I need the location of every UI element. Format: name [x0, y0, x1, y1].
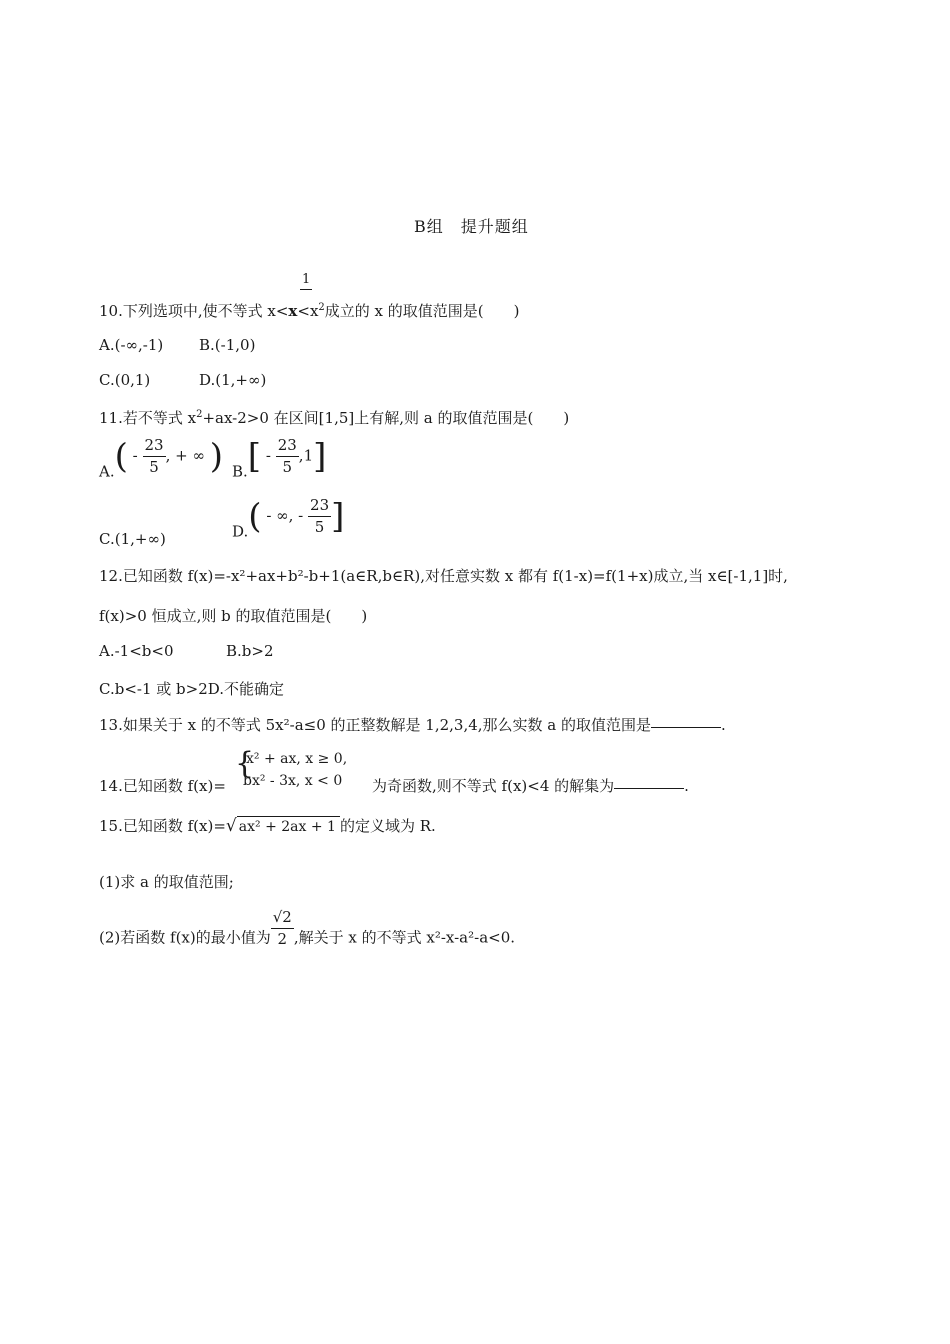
- q10-stem-x: x: [288, 302, 298, 320]
- q11-option-b-lbracket: [: [247, 436, 262, 477]
- q14-brace: {: [235, 746, 255, 781]
- q10-stem-sup: 2: [318, 302, 325, 313]
- q15-part2-b: ,解关于 x 的不等式 x²-x-a²-a<0.: [293, 928, 516, 947]
- q13-stem-text: 13.如果关于 x 的不等式 5x²-a≤0 的正整数解是 1,2,3,4,那么实数 a 的取值范围是: [99, 716, 652, 734]
- q10-stem-a: 10.下列选项中,使不等式 x<: [99, 302, 289, 320]
- q13-stem: [99, 714, 726, 735]
- q11-option-b-rbracket: ]: [313, 436, 327, 477]
- q10-exponent-num: 1: [300, 272, 312, 290]
- q11-option-b-minus: -: [265, 446, 271, 465]
- q10-option-a: A.(-∞,-1): [99, 336, 164, 354]
- q11-option-a-tail: , + ∞: [165, 446, 205, 465]
- q15-part2: [99, 910, 515, 948]
- q11-option-d: [232, 498, 344, 541]
- q11-stem: [99, 407, 569, 428]
- q15-part2-den: 2: [277, 930, 288, 948]
- q11-option-a-num: 23: [143, 438, 166, 457]
- q12-line2: f(x)>0 恒成立,则 b 的取值范围是( ): [99, 607, 368, 625]
- q15-part2-a: (2)若函数 f(x)的最小值为: [99, 928, 271, 947]
- q10-option-b: B.(-1,0): [199, 336, 256, 354]
- q13-stem-tail: .: [721, 716, 726, 734]
- q10-stem-b: <x: [297, 302, 319, 320]
- q10-option-d: D.(1,+∞): [199, 371, 267, 389]
- q12-option-a: A.-1<b<0: [99, 642, 174, 660]
- q11-option-a-lparen: (: [114, 436, 128, 477]
- q10-stem: [99, 300, 519, 321]
- q10-option-c: C.(0,1): [99, 371, 151, 389]
- q15-stem-b: 的定义域为 R.: [339, 817, 436, 835]
- q11-option-a-den: 5: [149, 458, 159, 476]
- q11-stem-sup: 2: [196, 409, 203, 420]
- q15-part1: (1)求 a 的取值范围;: [99, 873, 234, 891]
- q11-option-d-label: D.: [232, 522, 249, 541]
- q14-stem-b: [372, 775, 689, 796]
- q11-option-b-den: 5: [282, 458, 293, 476]
- q15-stem: [99, 815, 436, 836]
- q13-answer-blank[interactable]: [651, 726, 721, 728]
- q11-option-d-num: 23: [308, 498, 331, 517]
- q14-case2: bx² - 3x, x < 0: [243, 773, 343, 789]
- q11-option-b-label: B.: [232, 462, 248, 481]
- q11-option-d-rbracket: ]: [331, 496, 345, 537]
- q12-option-cd: C.b<-1 或 b>2D.不能确定: [99, 680, 285, 698]
- q11-option-b: [232, 438, 326, 481]
- q10-stem-c: 成立的 x 的取值范围是( ): [324, 302, 520, 320]
- q10-exponent: [300, 272, 312, 290]
- q11-option-b-tail: ,1: [298, 446, 314, 465]
- q14-case1: x² + ax, x ≥ 0,: [246, 751, 348, 767]
- q14-stem-a: 14.已知函数 f(x)=: [99, 777, 226, 795]
- q14-answer-blank[interactable]: [614, 787, 684, 789]
- section-title: B组 提升题组: [414, 217, 529, 236]
- q11-option-a-label: A.: [99, 462, 115, 481]
- q11-option-b-num: 23: [276, 438, 299, 457]
- q15-part2-num: √2: [271, 910, 294, 929]
- sqrt-icon: √: [225, 816, 237, 836]
- q12-option-b: B.b>2: [226, 642, 274, 660]
- q11-option-d-lparen: (: [248, 496, 262, 537]
- q11-option-a: [99, 438, 223, 481]
- q11-option-d-head: - ∞, -: [266, 506, 304, 525]
- q15-stem-a: 15.已知函数 f(x)=: [99, 817, 226, 835]
- q11-option-d-den: 5: [314, 518, 325, 536]
- q11-stem-b: +ax-2>0 在区间[1,5]上有解,则 a 的取值范围是( ): [202, 409, 570, 427]
- q11-option-c: C.(1,+∞): [99, 530, 166, 548]
- q11-option-a-rparen: ): [209, 436, 224, 477]
- q12-line1: 12.已知函数 f(x)=-x²+ax+b²-b+1(a∈R,b∈R),对任意实数 x 都有 f(1-x)=f(1+x)成立,当 x∈[-1,1]时,: [99, 567, 788, 585]
- q11-option-a-minus: -: [132, 446, 138, 465]
- q14-stem-tail: .: [684, 777, 689, 795]
- q11-stem-a: 11.若不等式 x: [99, 409, 197, 427]
- q14-stem-b-text: 为奇函数,则不等式 f(x)<4 的解集为: [372, 777, 615, 795]
- q15-radical: ax² + 2ax + 1: [237, 816, 340, 835]
